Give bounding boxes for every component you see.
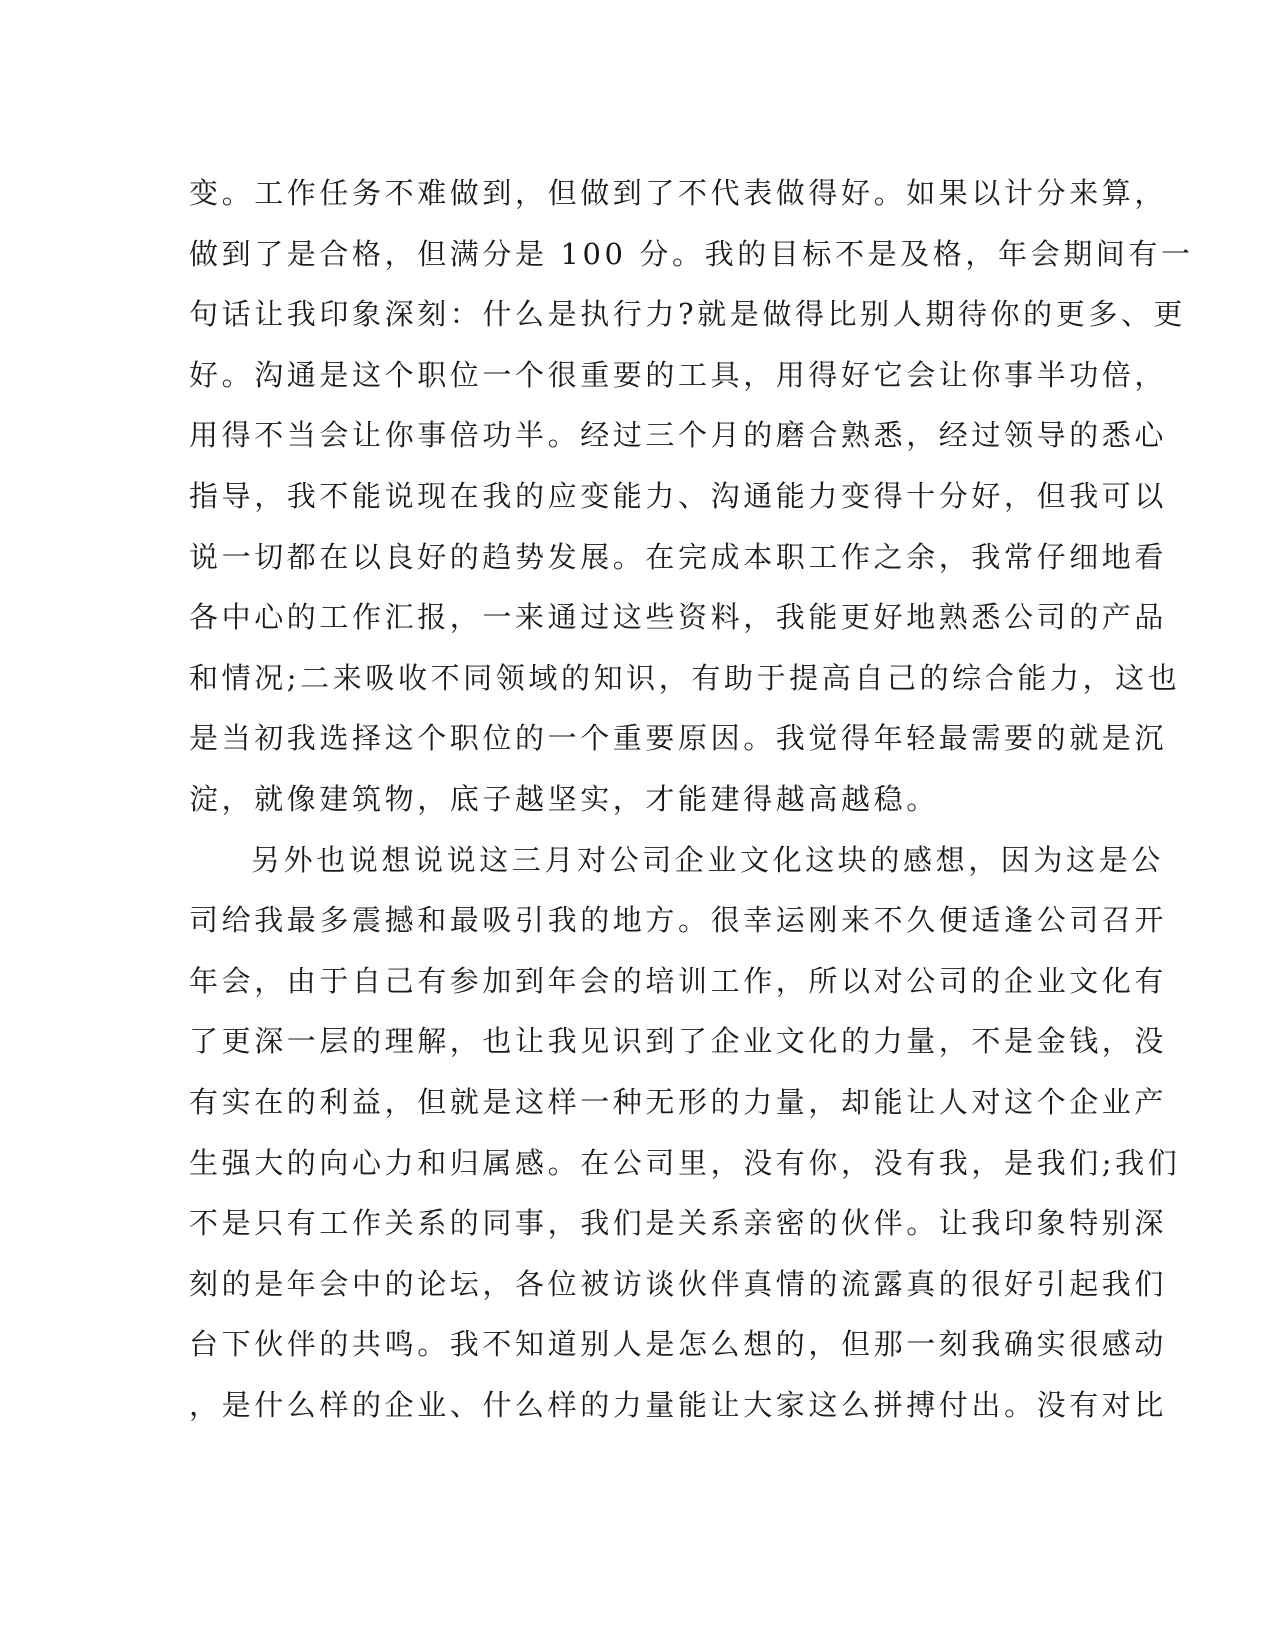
text-line: 了更深一层的理解，也让我见识到了企业文化的力量，不是金钱，没 xyxy=(189,1024,1168,1059)
text-line: 不是只有工作关系的同事，我们是关系亲密的伙伴。让我印象特别深 xyxy=(189,1206,1168,1241)
text-line: 司给我最多震撼和最吸引我的地方。很幸运刚来不久便适逢公司召开 xyxy=(189,903,1168,938)
text-line: 各中心的工作汇报，一来通过这些资料，我能更好地熟悉公司的产品 xyxy=(189,600,1168,635)
text-line: 是当初我选择这个职位的一个重要原因。我觉得年轻最需要的就是沉 xyxy=(189,721,1168,756)
text-line: 变。工作任务不难做到，但做到了不代表做得好。如果以计分来算， xyxy=(189,176,1168,210)
text-line: 台下伙伴的共鸣。我不知道别人是怎么想的，但那一刻我确实很感动 xyxy=(189,1327,1168,1362)
text-line: 有实在的利益，但就是这样一种无形的力量，却能让人对这个企业产 xyxy=(189,1084,1168,1119)
text-line: 年会，由于自己有参加到年会的培训工作，所以对公司的企业文化有 xyxy=(189,963,1168,998)
body-text xyxy=(189,163,1194,1435)
paragraph-start-line: 另外也说想说说这三月对公司企业文化这块的感想，因为这是公 xyxy=(251,842,1164,877)
text-line: 和情况;二来吸收不同领域的知识，有助于提高自己的综合能力，这也 xyxy=(189,660,1181,695)
text-line: 做到了是合格，但满分是 100 分。我的目标不是及格，年会期间有一 xyxy=(189,236,1194,271)
text-line: ，是什么样的企业、什么样的力量能让大家这么拼搏付出。没有对比 xyxy=(189,1387,1168,1422)
text-line: 说一切都在以良好的趋势发展。在完成本职工作之余，我常仔细地看 xyxy=(189,539,1168,574)
text-line: 好。沟通是这个职位一个很重要的工具，用得好它会让你事半功倍， xyxy=(189,357,1168,392)
text-line: 刻的是年会中的论坛，各位被访谈伙伴真情的流露真的很好引起我们 xyxy=(189,1266,1168,1301)
text-line: 淀，就像建筑物，底子越坚实，才能建得越高越稳。 xyxy=(189,781,939,816)
text-line: 生强大的向心力和归属感。在公司里，没有你，没有我，是我们;我们 xyxy=(189,1145,1181,1180)
text-line: 用得不当会让你事倍功半。经过三个月的磨合熟悉，经过领导的悉心 xyxy=(189,418,1168,453)
text-line: 指导，我不能说现在我的应变能力、沟通能力变得十分好，但我可以 xyxy=(189,478,1168,513)
text-line: 句话让我印象深刻：什么是执行力?就是做得比别人期待你的更多、更 xyxy=(189,297,1187,332)
